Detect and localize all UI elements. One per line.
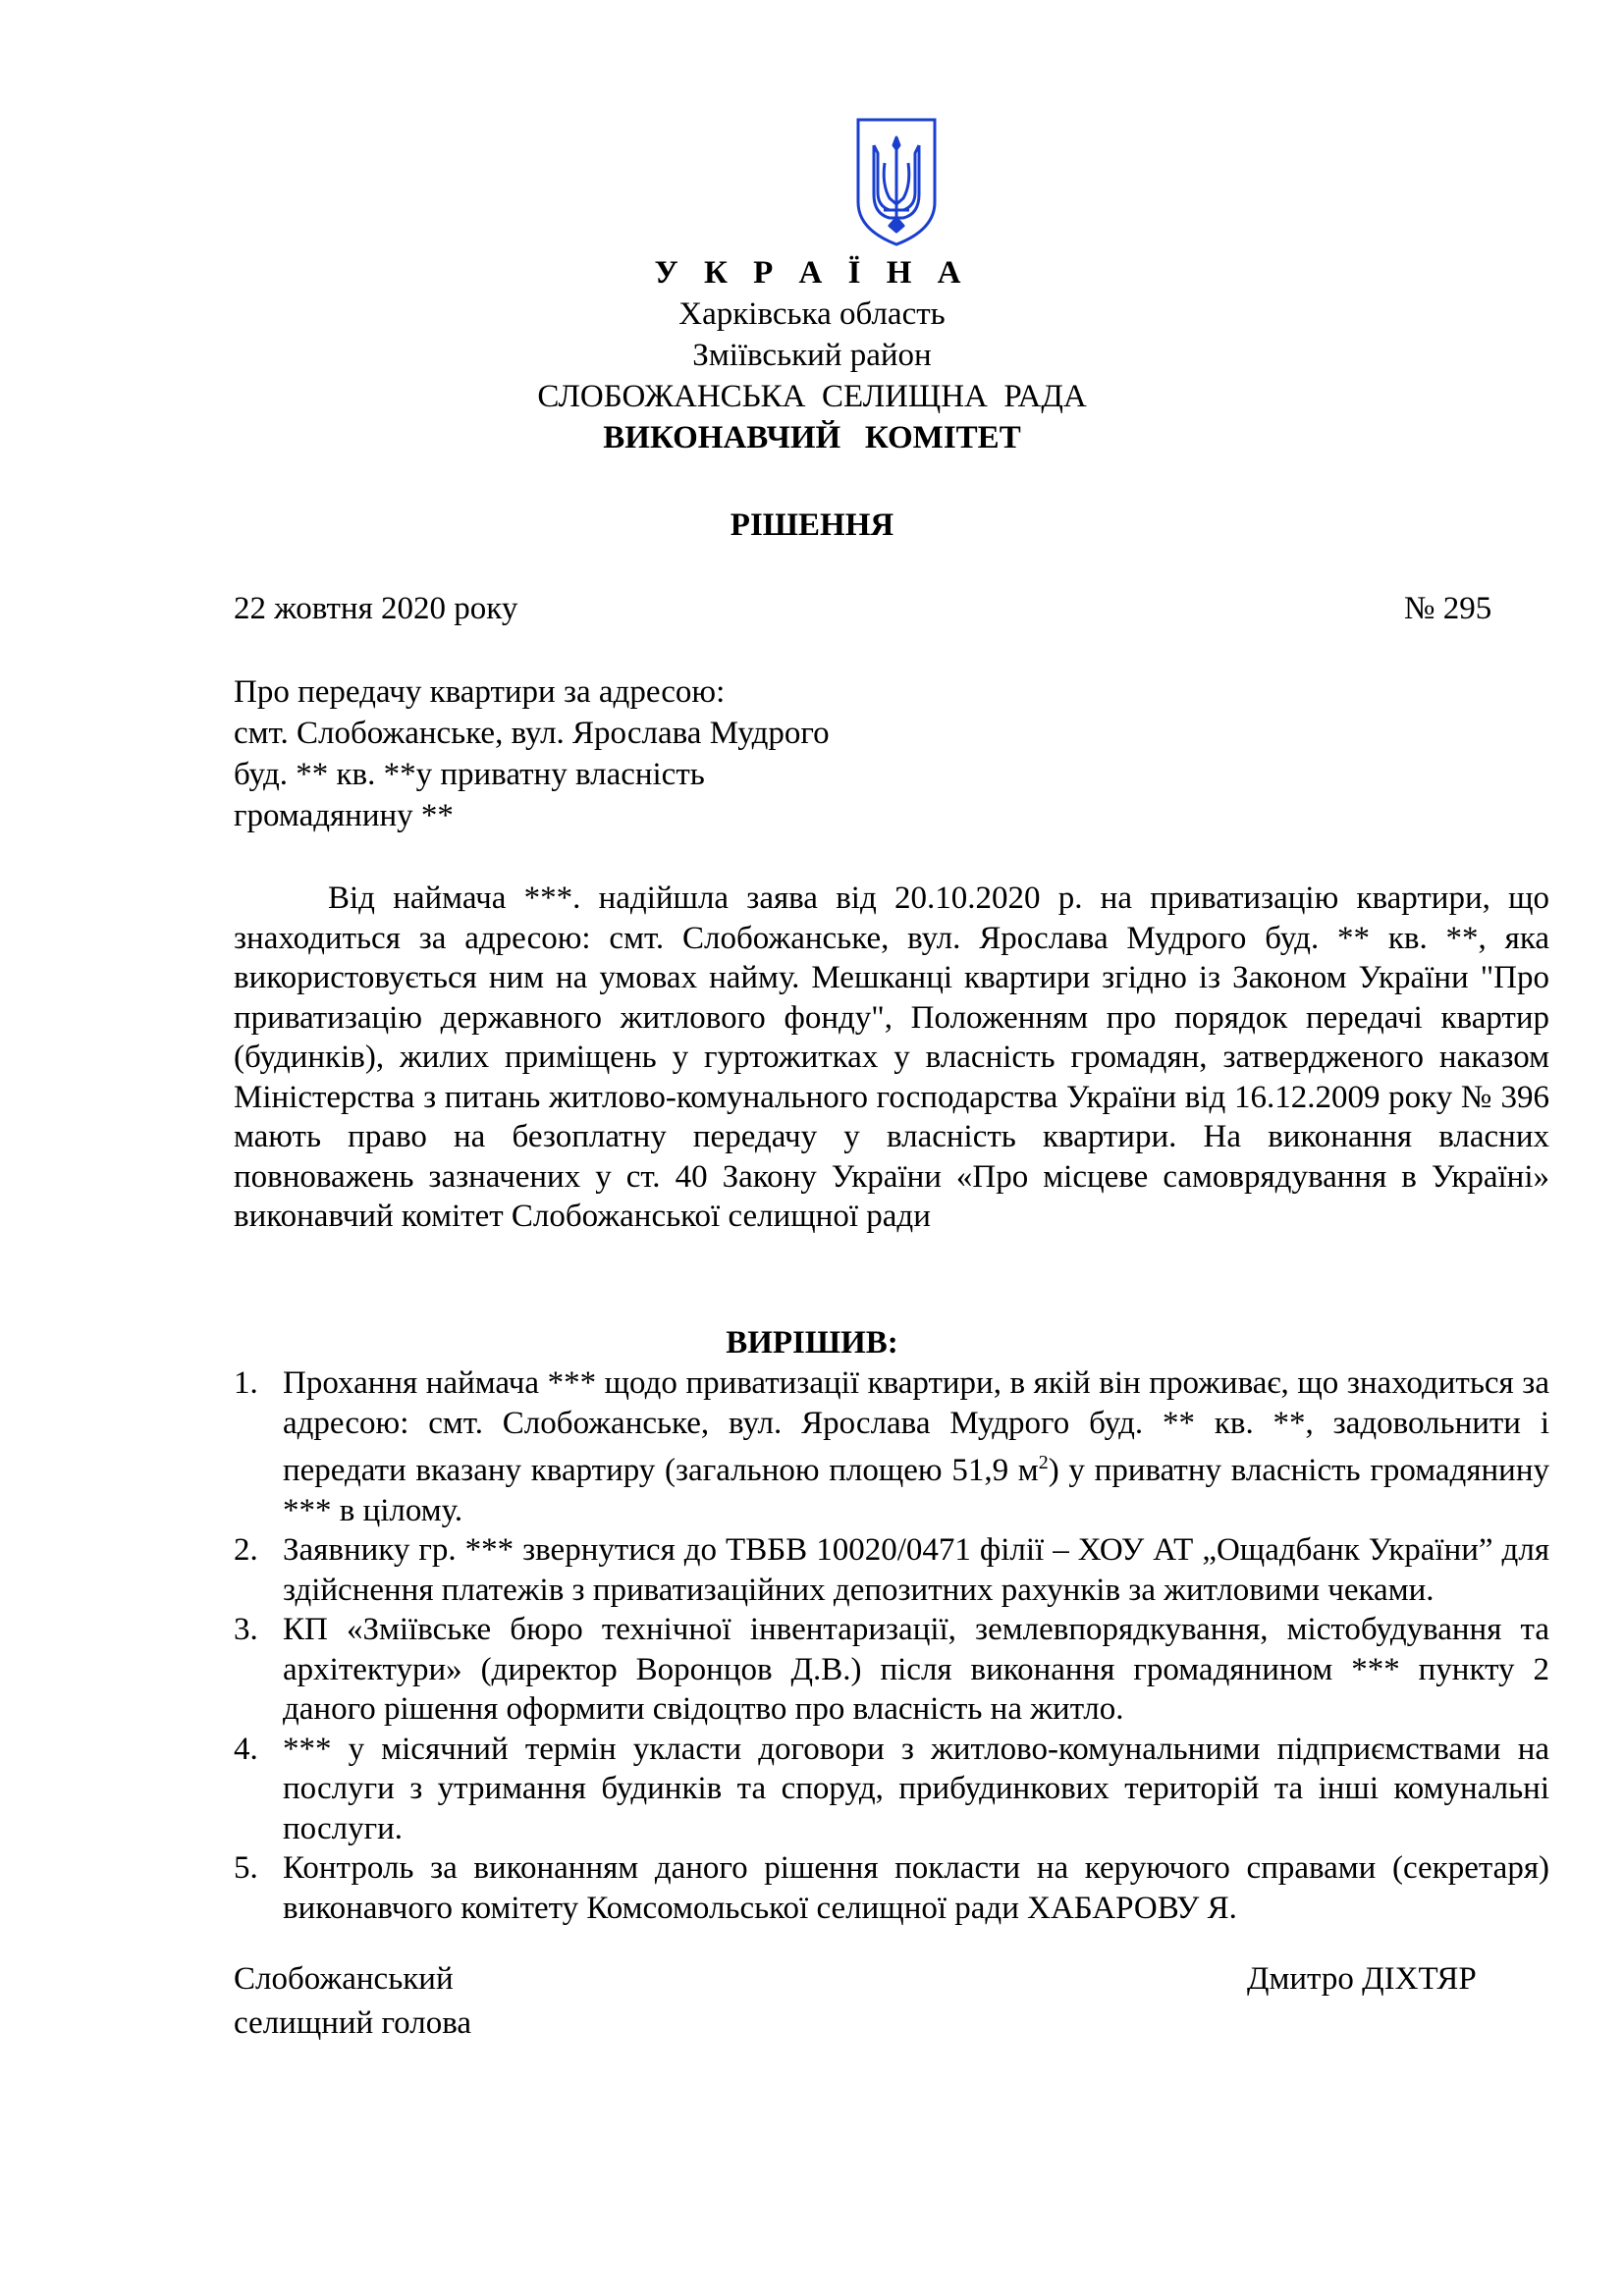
subject-line: смт. Слобожанське, вул. Ярослава Мудрого: [234, 716, 830, 751]
ukraine-coat-of-arms-icon: [854, 116, 939, 248]
resolution-item-number: 3.: [234, 1612, 258, 1647]
signatory-title: селищний голова: [234, 2005, 472, 2041]
resolution-list: [234, 1363, 1549, 1928]
resolution-item-text: *** у місячний термін укласти договори з житлово-комунальними підприємствами на послуги з утримання будинків та споруд, прибудинкових територій та інші комунальні послуги.: [283, 1731, 1549, 1846]
header-council: СЛОБОЖАНСЬКА СЕЛИЩНА РАДА: [537, 379, 1087, 414]
header-committee: ВИКОНАВЧИЙ КОМІТЕТ: [603, 420, 1021, 455]
resolution-item-text: Заявнику гр. *** звернутися до ТВБВ 10020/0471 філії – ХОУ АТ „Ощадбанк України” для здійснення платежів з приватизаційних депозитних рахунків за житловими чеками.: [283, 1532, 1549, 1608]
header-country: У К Р А Ї Н А: [654, 255, 970, 291]
resolution-heading: ВИРІШИВ:: [726, 1325, 898, 1361]
signatory-name: Дмитро ДІХТЯР: [1247, 1961, 1477, 1997]
resolution-item: [234, 1610, 1549, 1730]
header-region: Харківська область: [678, 296, 946, 332]
decision-date: 22 жовтня 2020 року: [234, 591, 518, 626]
subject-line: буд. ** кв. **у приватну власність: [234, 757, 705, 792]
resolution-item: [234, 1848, 1549, 1928]
subject-line: Про передачу квартири за адресою:: [234, 674, 726, 710]
resolution-item-text: Прохання наймача *** щодо приватизації квартири, в якій він проживає, що знаходиться за адресою: смт. Слобожанське, вул. Ярослава Мудрого буд. ** кв. **, задовольнити і передати вказану квартиру (загальною площею 51,9 м: [283, 1365, 1549, 1488]
header-district: Зміївський район: [692, 338, 932, 373]
subject-line: громадянину **: [234, 798, 454, 833]
resolution-item-number: 2.: [234, 1532, 258, 1568]
resolution-item-text: Контроль за виконанням даного рішення покласти на керуючого справами (секретаря) виконавчого комітету Комсомольської селищної ради ХАБАРОВУ Я.: [283, 1850, 1549, 1926]
resolution-item: [234, 1730, 1549, 1849]
resolution-item: [234, 1530, 1549, 1610]
resolution-item-number: 4.: [234, 1731, 258, 1767]
signatory-title: Слобожанський: [234, 1961, 454, 1997]
resolution-item: [234, 1363, 1549, 1530]
document-type-title: РІШЕННЯ: [730, 507, 894, 543]
decision-number: № 295: [1404, 591, 1492, 626]
body-paragraph: Від наймача ***. надійшла заява від 20.10.2020 р. на приватизацію квартири, що знаходиться за адресою: смт. Слобожанське, вул. Ярослава Мудрого буд. ** кв. **, яка використовується ним на умовах найму. Мешканці квартири згідно із Законом України "Про приватизацію державного житлового фонду", Положенням про порядок передачі квартир (будинків), жилих приміщень у гуртожитках у власність громадян, затвердженого наказом Міністерства з питань житлово-комунального господарства України від 16.12.2009 року № 396 мають право на безоплатну передачу у власність квартири. На виконання власних повноважень зазначених у ст. 40 Закону України «Про місцеве самоврядування в Україні» виконавчий комітет Слобожанської селищної ради: [234, 881, 1549, 1234]
resolution-item-number: 1.: [234, 1365, 258, 1401]
resolution-item-text: КП «Зміївське бюро технічної інвентаризації, землевпорядкування, містобудування та архітектури» (директор Воронцов Д.В.) після виконання громадянином *** пункту 2 даного рішення оформити свідоцтво про власність на житло.: [283, 1612, 1549, 1727]
resolution-item-number: 5.: [234, 1850, 258, 1886]
resolution-item-text: ) у приватну власність громадянину *** в цілому.: [283, 1453, 1549, 1528]
superscript: 2: [1038, 1452, 1049, 1473]
